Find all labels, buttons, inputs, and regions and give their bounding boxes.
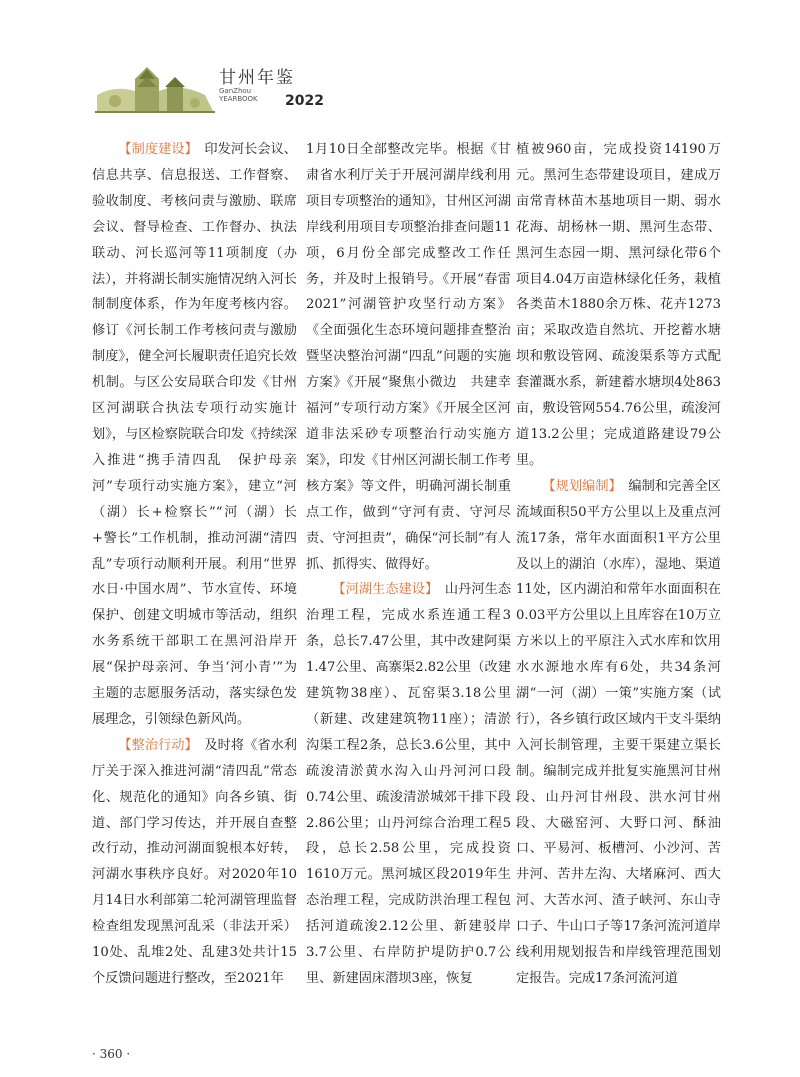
paragraph-rectification (92, 733, 297, 992)
section-tag: 【规划编制】 (542, 478, 616, 494)
paragraph-text: 及时将《省水利厅关于深入推进河湖“清四乱”常态化、规范化的通知》向各乡镇、街道、部门学习传达，并开展自查整改行动，推动河湖面貌根本好转，河湖水事秩序良好。对2020年10月14日水利部第二轮河湖管理监督检查组发现黑河乱采（非法开采）10处、乱堆2处、乱建3处共计15个反馈问题进行整改，至2021年 (92, 737, 297, 986)
paragraph-text: 山丹河生态治理工程，完成水系连通工程3条，总长7.47公里，其中改建阿渠1.47公里、高寨渠2.82公里（改建建筑物38座）、瓦窑渠3.18公里（新建、改建建筑物11座）；清淤沟渠工程2条，总长3.6公里，其中疏浚清淤黄水沟入山丹河河口段0.74公里、疏浚清淤城郊干排下段2.86公里；山丹河综合治理工程5段，总长2.58公里，完成投资1610万元。黑河城区段2019年生态治理工程，完成防洪治理工程包括河道疏浚2.12公里、新建驳岸3.7公里、右岸防护堤防护0.7公里、新建固床潜坝3座，恢复 (306, 582, 511, 986)
text-column-1 (92, 137, 297, 1052)
section-tag: 【整治行动】 (118, 737, 192, 753)
page-number: · 360 · (92, 1047, 131, 1061)
yearbook-word-en: YEARBOOK (219, 95, 258, 103)
yearbook-title: 甘州年鉴 (219, 68, 295, 88)
paragraph-river-ecology (306, 577, 511, 992)
paragraph-planning (516, 474, 721, 992)
paragraph-system-building (92, 137, 297, 733)
yearbook-city-en: GanZhou (219, 87, 252, 95)
paragraph-continued: 植被960亩，完成投资14190万元。黑河生态带建设项目，建成万亩常青林苗木基地项目一期、弱水花海、胡杨林一期、黑河生态带、黑河生态园一期、黑河绿化带6个项目4.04万亩造林绿化任务，栽植各类苗木1880余万株、花卉1273亩；采取改造自然坑、开挖蓄水塘坝和敷设管网、疏浚渠系等方式配套灌溉水系，新建蓄水塘坝4处863亩，敷设管网554.76公里，疏浚河道13.2公里；完成道路建设79公里。 (516, 142, 721, 468)
pagoda-logo-icon (95, 55, 215, 113)
yearbook-english-label (219, 87, 258, 103)
yearbook-header (95, 55, 335, 115)
yearbook-year: 2022 (285, 93, 324, 109)
paragraph-continued: 1月10日全部整改完毕。根据《甘肃省水利厅关于开展河湖岸线利用项目专项整治的通知》，甘州区河湖岸线利用项目专项整治排查问题11项，6月份全部完成整改工作任务，并及时上报销号。《开展“春雷2021”河湖管护攻坚行动方案》《全面强化生态环境问题排查整治暨坚决整治河湖“四乱”问题的实施方案》《开展“聚焦小微边 共建幸福河”专项行动方案》《开展全区河道非法采砂专项整治行动实施方案》，印发《甘州区河湖长制工作考核方案》等文件，明确河湖长制重点工作，做到“守河有责、守河尽责、守河担责”，确保“河长制”有人抓、抓得实、做得好。 (306, 142, 511, 572)
text-column-3 (516, 137, 721, 1052)
paragraph-text: 印发河长会议、信息共享、信息报送、工作督察、验收制度、考核问责与激励、联席会议、督导检查、工作督办、执法联动、河长巡河等11项制度（办法），并将湖长制实施情况纳入河长制制度体系，作为年度考核内容。修订《河长制工作考核问责与激励制度》，健全河长履职责任追究长效机制。与区公安局联合印发《甘州区河湖联合执法专项行动实施计划》，与区检察院联合印发《持续深入推进“携手清四乱 保护母亲河”专项行动实施方案》，建立“河（湖）长+检察长”“河（湖）长+警长”工作机制，推动河湖“清四乱”专项行动顺利开展。利用“世界水日·中国水周”、节水宣传、环境保护、创建文明城市等活动，组织水务系统干部职工在黑河沿岸开展“保护母亲河、争当‘河小青’”为主题的志愿服务活动，落实绿色发展理念，引领绿色新风尚。 (92, 142, 297, 727)
section-tag: 【河湖生态建设】 (332, 582, 432, 598)
text-column-2 (306, 137, 511, 1052)
section-tag: 【制度建设】 (118, 142, 192, 157)
paragraph-text: 编制和完善全区流域面积50平方公里以上及重点河流17条，常年水面面积1平方公里及以上的湖泊（水库），湿地、渠道11处，区内湖泊和常年水面面积在0.03平方公里以上且库容在10万立方米以上的平原注入式水库和饮用水水源地水库有6处，共34条河湖“一河（湖）一策”实施方案（试行），各乡镇行政区域内干支斗渠纳入河长制管理，主要干渠建立渠长制。编制完成并批复实施黑河甘州段、山丹河甘州段、洪水河甘州段、大磁窑河、大野口河、酥油口、平易河、板槽河、小沙河、苦井河、苦井左沟、大堵麻河、西大河、大苦水河、渣子峡河、东山寺口子、牛山口子等17条河流河道岸线利用规划报告和岸线管理范围划定报告。完成17条河流河道 (516, 478, 721, 986)
